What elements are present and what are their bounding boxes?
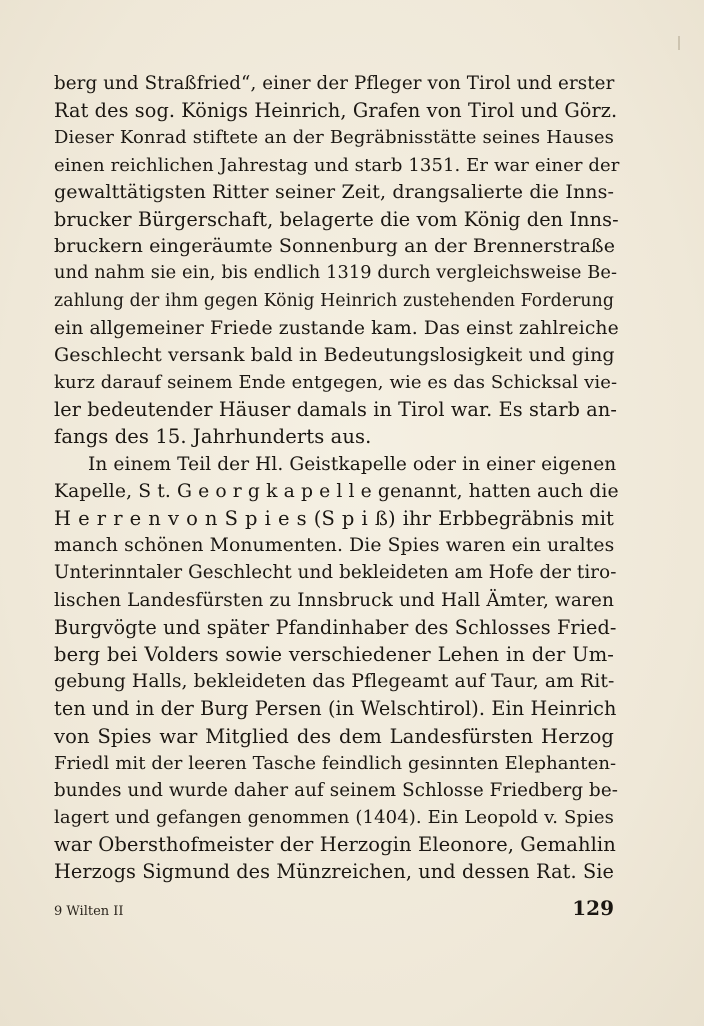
text-line: H e r r e n v o n S p i e s (S p i ß) ihr Erbbegräbnis mit [54,507,614,530]
text-line: Burgvögte und später Pfandinhaber des Schlosses Fried- [54,615,617,639]
text-line: gebung Halls, bekleideten das Pflegeamt auf Taur, am Rit- [54,671,615,693]
text-line: bruckern eingeräumte Sonnenburg an der Brennerstraße [54,235,616,258]
text-line: Unterinntaler Geschlecht und bekleideten am Hofe der tiro- [54,562,617,584]
page-number: 129 [572,896,614,920]
paragraph-start-line: In einem Teil der Hl. Geistkapelle oder in einer eigenen [88,453,617,475]
body-text [54,70,620,886]
text-line: zahlung der ihm gegen König Heinrich zustehenden Forderung [54,290,614,311]
text-line: gewalttätigsten Ritter seiner Zeit, drangsalierte die Inns- [54,180,614,203]
text-line: einen reichlichen Jahrestag und starb 1351. Er war einer der [54,154,620,176]
text-line: lischen Landesfürsten zu Innsbruck und Hall Ämter, waren [54,589,614,611]
text-line: berg und Straßfried“, einer der Pfleger von Tirol und erster [54,73,615,94]
text-line: von Spies war Mitglied des dem Landesfürsten Herzog [54,724,614,748]
text-line: und nahm sie ein, bis endlich 1319 durch vergleichsweise Be- [54,263,618,284]
text-line: bundes und wurde daher auf seinem Schlosse Friedberg be- [54,779,618,801]
text-line: Dieser Konrad stiftete an der Begräbnisstätte seines Hauses [54,127,614,149]
text-line: kurz darauf seinem Ende entgegen, wie es das Schicksal vie- [54,372,618,394]
text-line: Geschlecht versank bald in Bedeutungslosigkeit und ging [54,343,615,366]
text-line: manch schönen Monumenten. Die Spies waren ein uraltes [54,535,615,557]
text-line: lagert und gefangen genommen (1404). Ein Leopold v. Spies [54,807,614,829]
paragraph-end-line: fangs des 15. Jahrhunderts aus. [54,425,372,449]
printer-signature: 9 Wilten II [54,904,124,919]
text-line: war Obersthofmeister der Herzogin Eleonore, Gemahlin [54,833,616,857]
text-line: ler bedeutender Häuser damals in Tirol war. Es starb an- [54,398,617,422]
text-line: brucker Bürgerschaft, belagerte die vom König den Inns- [54,207,619,231]
text-line: berg bei Volders sowie verschiedener Lehen in der Um- [54,642,614,666]
text-line: ten und in der Burg Persen (in Welschtirol). Ein Heinrich [54,697,617,721]
text-line: ein allgemeiner Friede zustande kam. Das einst zahlreiche [54,317,619,339]
page-footer [54,896,614,924]
text-line: Herzogs Sigmund des Münzreichen, und dessen Rat. Sie [54,860,614,884]
paper-edge-mark [678,36,680,50]
text-line: Kapelle, S t. G e o r g k a p e l l e genannt, hatten auch die [54,480,619,502]
text-line: Friedl mit der leeren Tasche feindlich gesinnten Elephanten- [54,752,617,774]
text-line: Rat des sog. Königs Heinrich, Grafen von Tirol und Görz. [54,99,618,123]
